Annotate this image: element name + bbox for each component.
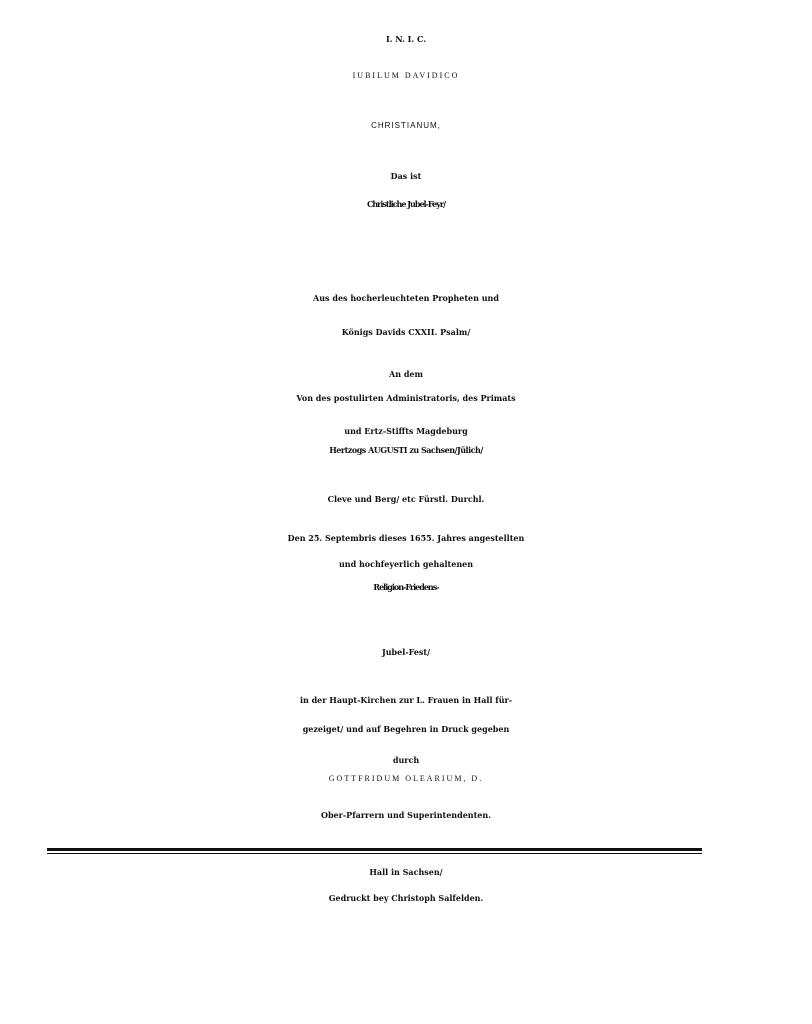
- jubel-fest-line: Jubel-Fest/: [381, 647, 431, 657]
- imprint-place: Hall in Sachsen/: [369, 867, 443, 877]
- horizontal-rule-thin: [47, 853, 702, 854]
- gezeiget-line: gezeiget/ und auf Begehren in Druck gegeben: [302, 724, 510, 734]
- horizontal-rule: [47, 848, 702, 851]
- von-line: Von des postulirten Administratoris, des Primats: [296, 393, 516, 403]
- date-line: Den 25. Septembris dieses 1655. Jahres angestellten: [287, 533, 525, 543]
- kirchen-line: in der Haupt-Kirchen zur L. Frauen in Hall für-: [299, 695, 513, 705]
- monogram: I. N. I. C.: [385, 34, 426, 44]
- das-ist-line: Das ist: [390, 171, 422, 181]
- cleve-line: Cleve und Berg/ etc Fürstl. Durchl.: [327, 494, 485, 504]
- durch-line: durch: [392, 755, 420, 765]
- subtitle-line-2: Königs Davids CXXII. Psalm/: [341, 327, 471, 337]
- erz-stift-line: und Ertz-Stiffts Magdeburg: [344, 426, 468, 436]
- an-dem-line: An dem: [389, 369, 423, 379]
- religion-friedens-line: Religion-Friedens-: [373, 582, 439, 592]
- subtitle-line-1: Aus des hocherleuchteten Propheten und: [313, 293, 499, 303]
- hertzog-line: Hertzogs AUGUSTI zu Sachsen/Jülich/: [329, 445, 483, 455]
- hochfeyerlich-line: und hochfeyerlich gehaltenen: [338, 559, 474, 569]
- author-office-line: Ober-Pfarrern und Superintendenten.: [320, 810, 491, 820]
- author-line: GOTTFRIDUM OLEARIUM, D.: [328, 774, 484, 783]
- main-german-title: Christliche Jubel-Feyr/: [366, 199, 446, 209]
- latin-title-line-1: IUBILUM DAVIDICO: [352, 71, 460, 80]
- latin-title-line-2: CHRISTIANUM,: [371, 121, 441, 130]
- imprint-printer: Gedruckt bey Christoph Salfelden.: [328, 893, 484, 903]
